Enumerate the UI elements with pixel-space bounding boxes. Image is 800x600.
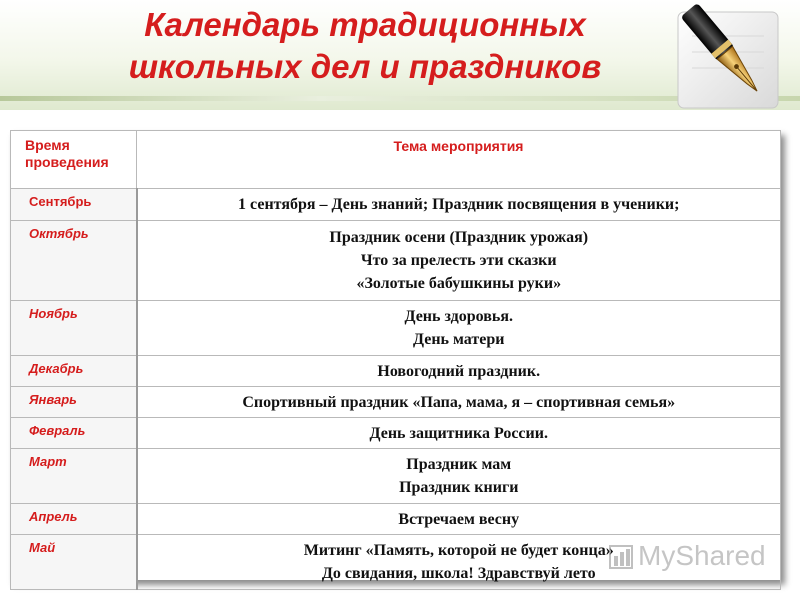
- event-line: Что за прелесть эти сказки: [360, 252, 557, 269]
- event-line: 1 сентября – День знаний; Праздник посвящения в ученики;: [238, 196, 680, 213]
- event-line: Праздник осени (Праздник урожая): [329, 229, 589, 246]
- event-line: День матери: [413, 331, 505, 348]
- event-line: День защитника России.: [369, 424, 548, 442]
- event-line: До свидания, школа! Здравствуй лето: [321, 565, 596, 582]
- event-cell: [137, 387, 781, 418]
- month-cell: Октябрь: [11, 221, 137, 301]
- table-body: [11, 189, 781, 590]
- header-topic: Тема мероприятия: [137, 131, 781, 189]
- calendar-table: [10, 130, 781, 590]
- event-line: «Золотые бабушкины руки»: [356, 275, 562, 292]
- month-cell: Сентябрь: [11, 189, 137, 221]
- month-cell: Май: [11, 535, 137, 590]
- table-row: [11, 504, 781, 535]
- event-cell: [137, 189, 781, 221]
- table-row: [11, 301, 781, 356]
- month-cell: Апрель: [11, 504, 137, 535]
- table-row: [11, 418, 781, 449]
- month-cell: Январь: [11, 387, 137, 418]
- month-cell: Март: [11, 449, 137, 504]
- header-time: Время проведения: [11, 131, 137, 189]
- title-line-1: Календарь традиционных: [144, 6, 586, 43]
- table-row: [11, 221, 781, 301]
- table-row: [11, 356, 781, 387]
- myshared-logo-icon: [608, 544, 634, 570]
- fountain-pen-icon: [668, 2, 788, 114]
- month-cell: Февраль: [11, 418, 137, 449]
- events-table: [10, 130, 781, 580]
- event-cell: [137, 221, 781, 301]
- event-cell: [137, 418, 781, 449]
- month-cell: Декабрь: [11, 356, 137, 387]
- month-cell: Ноябрь: [11, 301, 137, 356]
- table-row: [11, 387, 781, 418]
- event-cell: [137, 301, 781, 356]
- title-line-2: школьных дел и праздников: [128, 48, 602, 85]
- event-line: Новогодний праздник.: [377, 362, 541, 380]
- event-cell: [137, 449, 781, 504]
- event-cell: [137, 504, 781, 535]
- watermark: [608, 536, 778, 576]
- event-line: Встречаем весну: [398, 510, 520, 528]
- table-row: [11, 449, 781, 504]
- event-line: Спортивный праздник «Папа, мама, я – спортивная семья»: [242, 393, 676, 411]
- event-line: Митинг «Память, которой не будет конца»: [303, 542, 614, 559]
- event-line: Праздник мам: [406, 456, 512, 473]
- event-cell: [137, 356, 781, 387]
- slide-title: [95, 4, 635, 88]
- watermark-text: MyShared: [638, 540, 766, 571]
- table-row: [11, 189, 781, 221]
- table-header-row: [11, 131, 781, 189]
- event-line: Праздник книги: [399, 479, 519, 496]
- event-line: День здоровья.: [404, 308, 513, 325]
